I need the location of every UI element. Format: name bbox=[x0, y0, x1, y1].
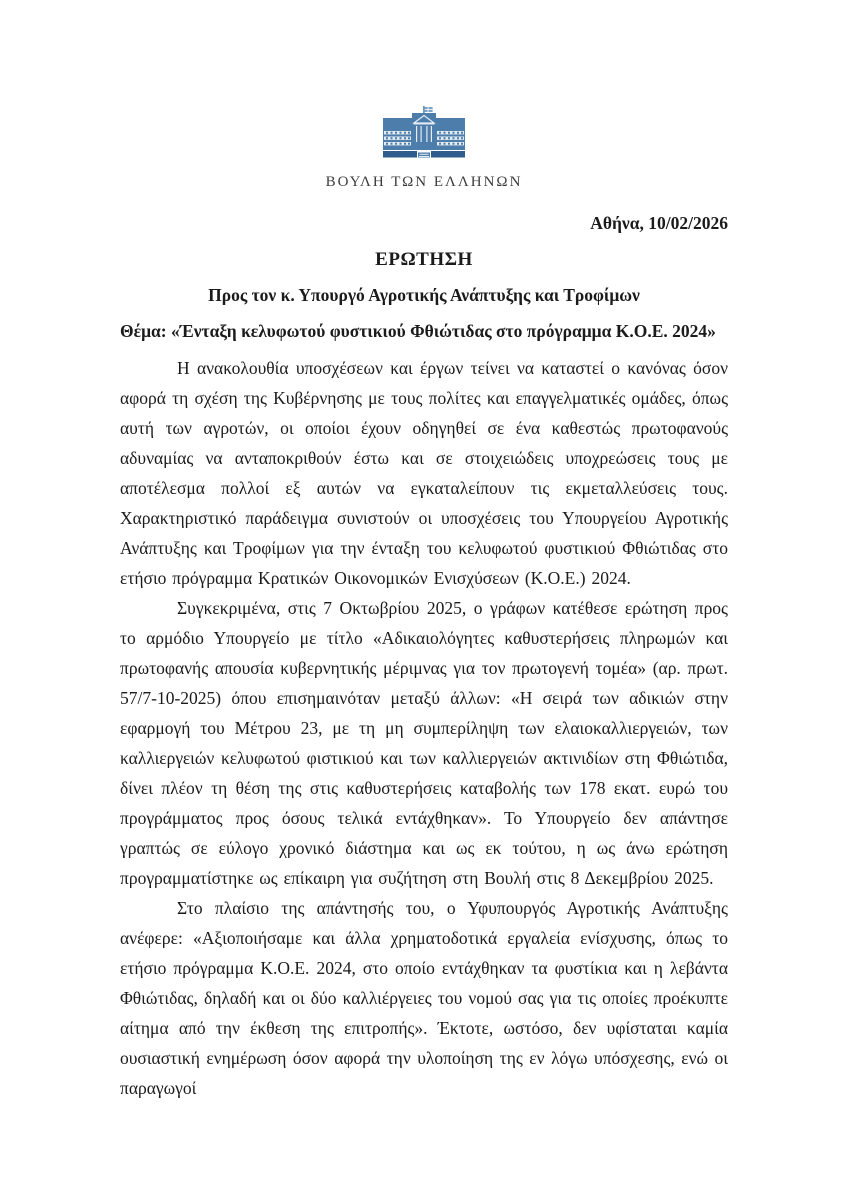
subject-line: Θέμα: «Ένταξη κελυφωτού φυστικιού Φθιώτιδας στο πρόγραμμα Κ.Ο.Ε. 2024» bbox=[120, 321, 716, 341]
parliament-building-icon bbox=[383, 106, 465, 164]
date-line: Αθήνα, 10/02/2026 bbox=[590, 213, 728, 233]
body-paragraph: Στο πλαίσιο της απάντησής του, ο Υφυπουργός Αγροτικής Ανάπτυξης ανέφερε: «Αξιοποιήσαμε και άλλα χρηματοδοτικά εργαλεία ενίσχυσης, όπως το ετήσιο πρόγραμμα Κ.Ο.Ε. 2024, στο οποίο εντάχθηκαν τα φυστίκια και η λεβάντα Φθιώτιδας, δηλαδή και οι δύο καλλιέργειες του νομού σας για τις οποίες προέκυπτε αίτημα από την έκθεση της επιτροπής». Έκτοτε, ωστόσο, δεν υφίσταται καμία ουσιαστική ενημέρωση όσον αφορά την υλοποίηση της εν λόγω υπόσχεσης, ενώ οι παραγωγοί bbox=[120, 898, 728, 1098]
document-title: ΕΡΩΤΗΣΗ bbox=[375, 249, 473, 270]
document-body bbox=[120, 353, 728, 1103]
letterhead bbox=[120, 0, 728, 191]
recipient-line: Προς τον κ. Υπουργό Αγροτικής Ανάπτυξης και Τροφίμων bbox=[208, 285, 640, 305]
body-paragraph: Συγκεκριμένα, στις 7 Οκτωβρίου 2025, ο γράφων κατέθεσε ερώτηση προς το αρμόδιο Υπουργείο με τίτλο «Αδικαιολόγητες καθυστερήσεις πληρωμών και πρωτοφανής απουσία κυβερνητικής μέριμνας για τον πρωτογενή τομέα» (αρ. πρωτ. 57/7-10-2025) όπου επισημαινόταν μεταξύ άλλων: «Η σειρά των αδικιών στην εφαρμογή του Μέτρου 23, με τη μη συμπερίληψη των ελαιοκαλλιεργειών, των καλλιεργειών κελυφωτού φιστικιού και των καλλιεργειών ακτινιδίων στη Φθιώτιδα, δίνει πλέον τη θέση της στις καθυστερήσεις καταβολής των 178 εκατ. ευρώ του προγράμματος προς όσους τελικά εντάχθηκαν». Το Υπουργείο δεν απάντησε γραπτώς σε εύλογο χρονικό διάστημα και ως εκ τούτου, η ως άνω ερώτηση προγραμματίστηκε ως επίκαιρη για συζήτηση στη Βουλή στις 8 Δεκεμβρίου 2025. bbox=[120, 598, 728, 888]
org-name: ΒΟΥΛΗ ΤΩΝ ΕΛΛΗΝΩΝ bbox=[325, 174, 523, 190]
body-paragraph: Η ανακολουθία υποσχέσεων και έργων τείνει να καταστεί ο κανόνας όσον αφορά τη σχέση της Κυβέρνησης με τους πολίτες και επαγγελματικές ομάδες, όπως αυτή των αγροτών, οι οποίοι έχουν οδηγηθεί σε ένα καθεστώς πρωτοφανούς αδυναμίας να ανταποκριθούν έστω και σε στοιχειώδεις υποχρεώσεις τους με αποτέλεσμα πολλοί εξ αυτών να εγκαταλείπουν τις εκμεταλλεύσεις τους. Χαρακτηριστικό παράδειγμα συνιστούν οι υποσχέσεις του Υπουργείου Αγροτικής Ανάπτυξης και Τροφίμων για την ένταξη του κελυφωτού φυστικιού Φθιώτιδας στο ετήσιο πρόγραμμα Κρατικών Οικονομικών Ενισχύσεων (Κ.Ο.Ε.) 2024. bbox=[120, 358, 728, 588]
